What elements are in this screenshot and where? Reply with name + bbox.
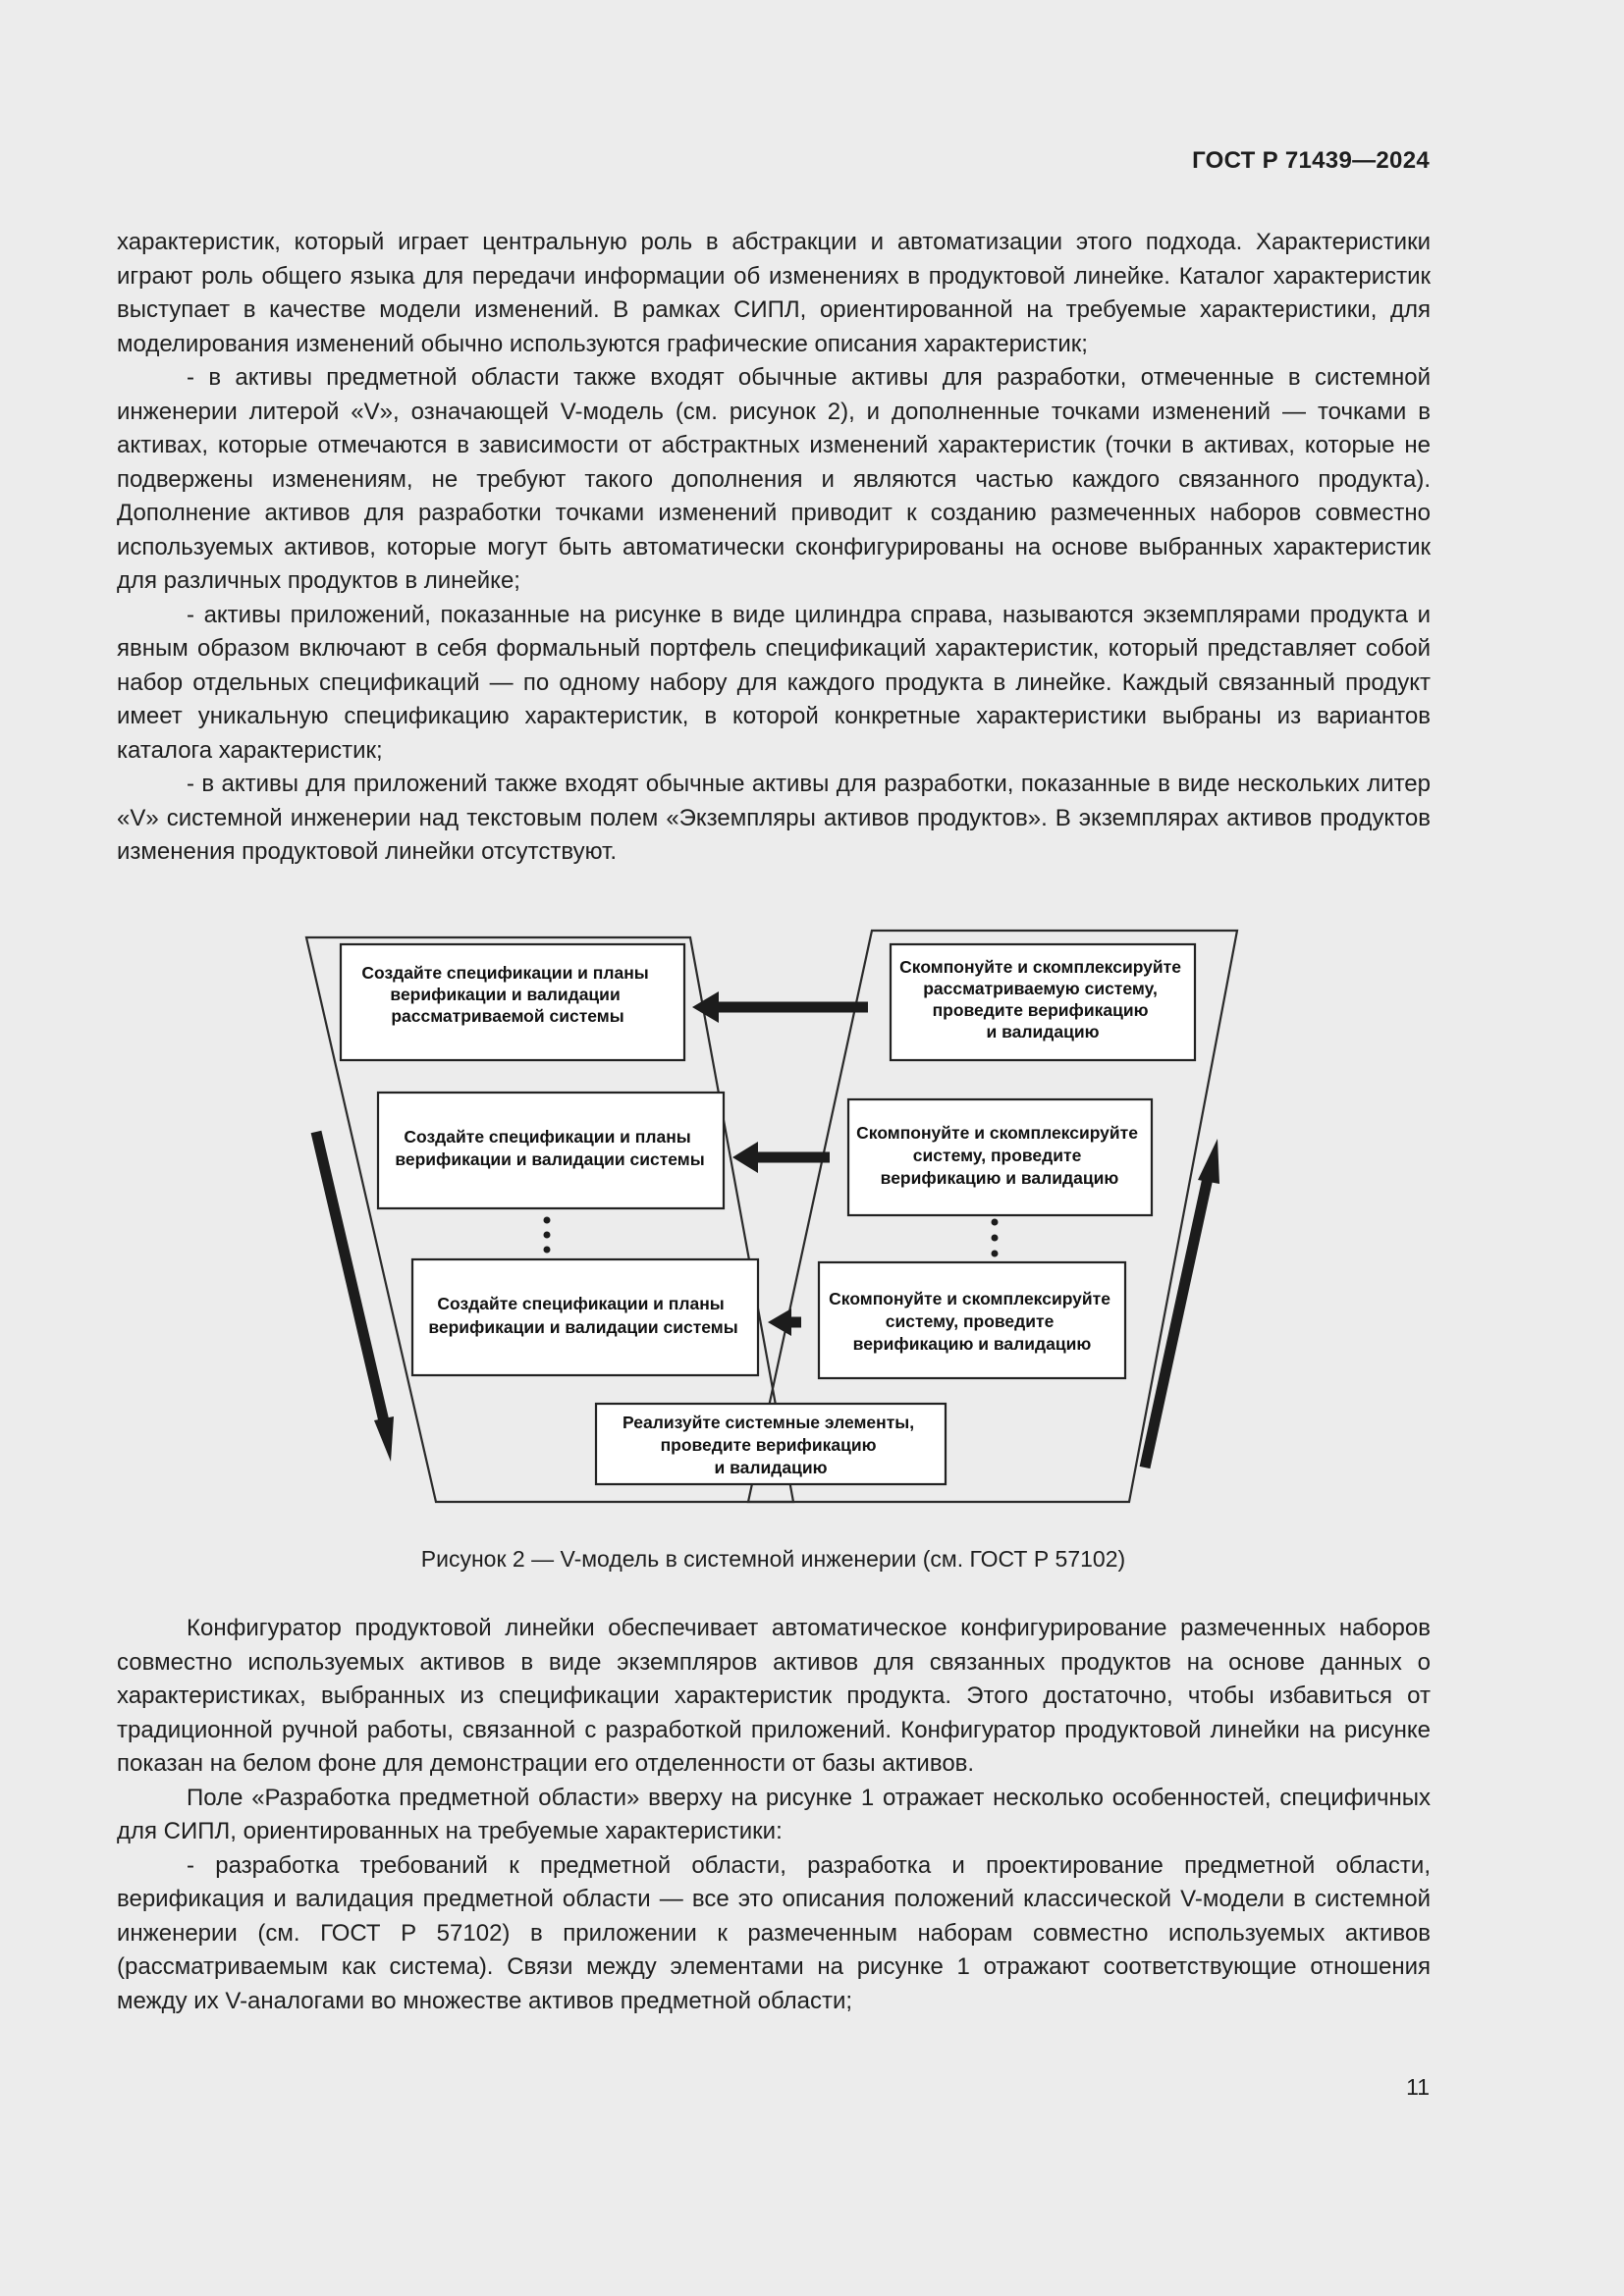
paragraph: Конфигуратор продуктовой линейки обеспечивает автоматическое конфигурирование размеченных наборов совместно используемых активов в виде экземпляров активов для связанных продуктов на основе данных о характеристиках, выбранных из спецификации характеристик продукта. Этого достаточно, чтобы избавиться от традиционной ручной работы, связанной с разработкой приложений. Конфигуратор продуктовой линейки на рисунке показан на белом фоне для демонстрации его отделенности от базы активов.: [117, 1615, 1431, 1777]
document-id: ГОСТ Р 71439—2024: [1192, 147, 1430, 174]
paragraph: - в активы для приложений также входят обычные активы для разработки, показанные в виде нескольких литер «V» системной инженерии над текстовым полем «Экземпляры активов продуктов». В экземплярах активов продуктов изменения продуктовой линейки отсутствуют.: [117, 771, 1431, 865]
paragraph: - активы приложений, показанные на рисунке в виде цилиндра справа, называются экземплярами продукта и явным образом включают в себя формальный портфель спецификаций характеристик, который представляет собой набор отдельных спецификаций — по одному набору для каждого продукта в линейке. Каждый связанный продукт имеет уникальную спецификацию характеристик, в которой конкретные характеристики выбраны из вариантов каталога характеристик;: [117, 601, 1431, 764]
right-box-1-label: Скомпонуйте и скомплексируйте рассматриваемую систему, проведите верификацию и валидацию: [899, 957, 1181, 1041]
left-ellipsis: [544, 1217, 551, 1254]
left-box-3-label: Создайте спецификации и планы верификации и валидации системы: [428, 1294, 738, 1337]
right-box-2-label: Скомпонуйте и скомплексируйте систему, проведите верификацию и валидацию: [856, 1123, 1138, 1188]
bottom-box-label: Реализуйте системные элементы, проведите верификацию и валидацию: [623, 1413, 915, 1477]
paragraph: Поле «Разработка предметной области» вверху на рисунке 1 отражает несколько особенностей, специфичных для СИПЛ, ориентированных на требуемые характеристики:: [117, 1784, 1431, 1844]
arrow-left-2: [732, 1142, 830, 1173]
paragraph: - в активы предметной области также входят обычные активы для разработки, отмеченные в системной инженерии литерой «V», означающей V-модель (см. рисунок 2), и дополненные точками изменений — точками в активах, которые отмечаются в зависимости от абстрактных изменений характеристик (точки в активах, которые не подвержены изменениям, не требуют такого дополнения и являются частью каждого связанного продукта). Дополнение активов для разработки точками изменений приводит к созданию размеченных наборов совместно используемых активов, которые могут быть автоматически сконфигурированы на основе выбранных характеристик для различных продуктов в линейке;: [117, 364, 1431, 594]
arrow-up-diagonal: [1145, 1139, 1219, 1468]
right-box-3-label: Скомпонуйте и скомплексируйте систему, проведите верификацию и валидацию: [829, 1289, 1110, 1354]
left-box-2-label: Создайте спецификации и планы верификации и валидации системы: [395, 1127, 705, 1169]
arrow-left-3: [768, 1308, 801, 1336]
figure-caption: Рисунок 2 — V-модель в системной инженерии (см. ГОСТ Р 57102): [420, 1546, 1126, 1572]
body-text-bottom: [117, 1612, 1431, 2018]
right-ellipsis: [992, 1219, 999, 1257]
paragraph: - разработка требований к предметной области, разработка и проектирование предметной области, верификация и валидация предметной области — все это описания положений классической V-модели в системной инженерии (см. ГОСТ Р 57102) в приложении к размеченным наборам совместно используемых активов (рассматриваемым как система). Связи между элементами на рисунке 1 отражают соответствующие отношения между их V-аналогами во множестве активов предметной области;: [117, 1851, 1431, 2014]
left-box-1-label: Создайте спецификации и планы верификации и валидации рассматриваемой системы: [361, 963, 649, 1026]
page-number: 11: [1406, 2074, 1430, 2100]
paragraph: характеристик, который играет центральную роль в абстракции и автоматизации этого подхода. Характеристики играют роль общего языка для передачи информации об изменениях в продуктовой линейке. Каталог характеристик выступает в качестве модели изменений. В рамках СИПЛ, ориентированной на требуемые характеристики, для моделирования изменений обычно используются графические описания характеристик;: [117, 229, 1431, 357]
arrow-left-1: [692, 991, 868, 1023]
